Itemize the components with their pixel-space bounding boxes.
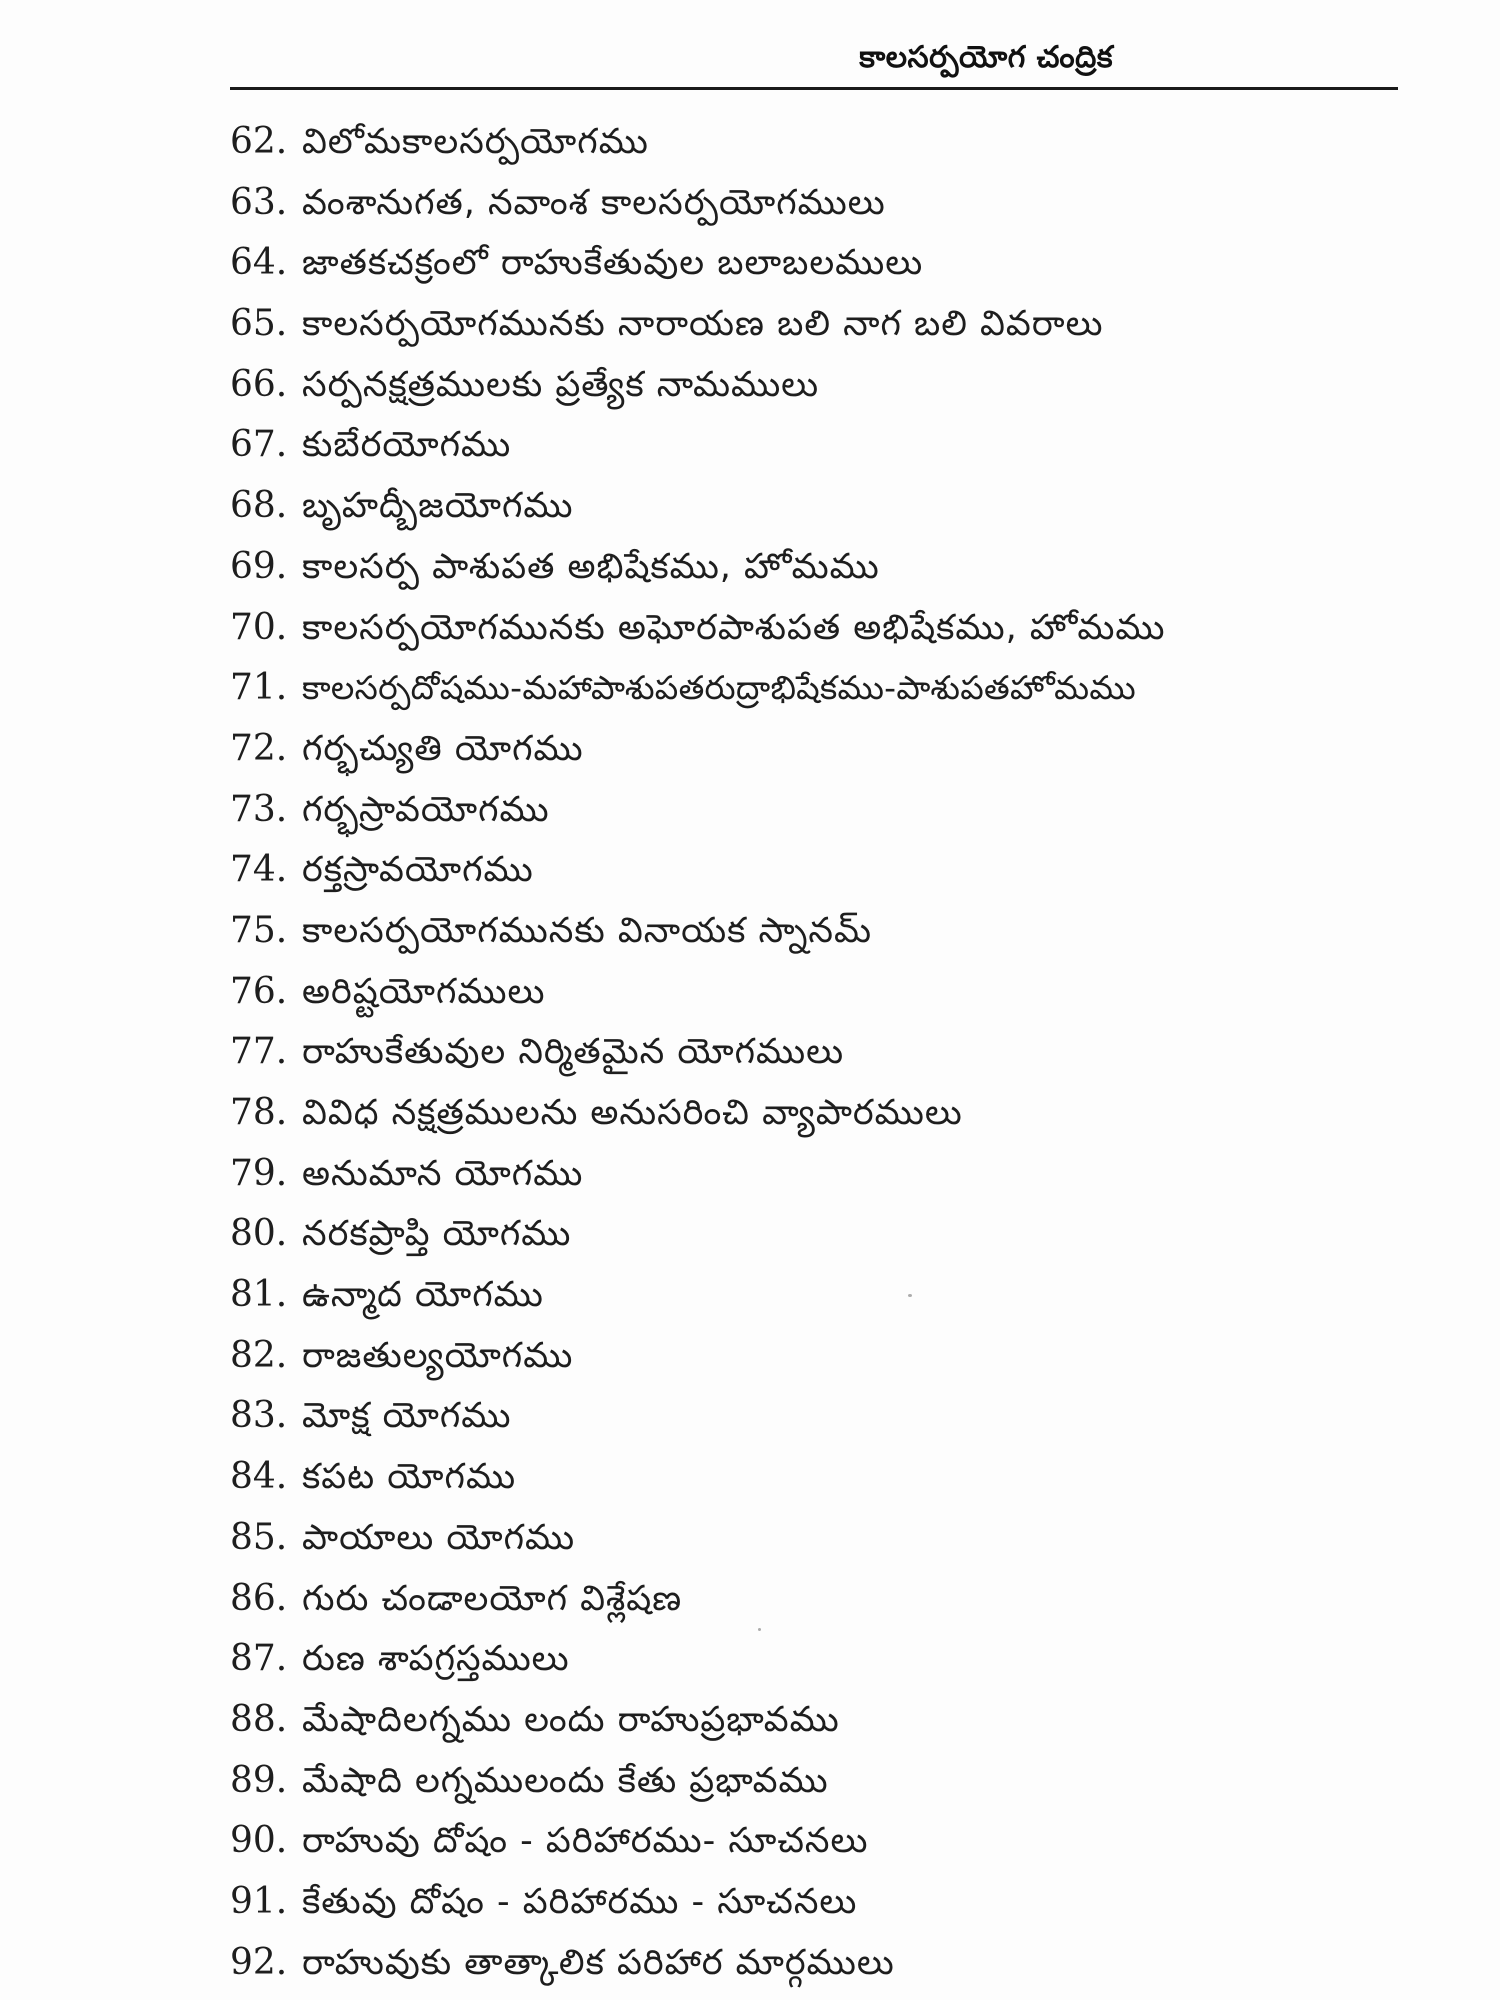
contents-entry xyxy=(230,1022,1390,1083)
entry-title: రాహుకేతువుల నిర్మితమైన యోగములు xyxy=(302,1032,845,1073)
entry-title: రాహువుకు తాత్కాలిక పరిహార మార్గములు xyxy=(302,1942,895,1983)
entry-title: కుబేరయోగము xyxy=(302,425,512,466)
contents-entry xyxy=(230,1447,1390,1508)
contents-entry xyxy=(230,1204,1390,1265)
contents-entry xyxy=(230,294,1390,355)
entry-number: 87. xyxy=(230,1638,288,1680)
entry-title: బృహద్బీజయోగము xyxy=(302,486,574,527)
entry-title: పాయాలు యోగము xyxy=(302,1517,576,1558)
entry-title: రక్తస్రావయోగము xyxy=(302,850,534,891)
entry-number: 80. xyxy=(230,1213,288,1255)
entry-title: వంశానుగత, నవాంశ కాలసర్పయోగములు xyxy=(302,182,886,223)
contents-entry xyxy=(230,719,1390,780)
contents-entry xyxy=(230,355,1390,416)
entry-number: 89. xyxy=(230,1759,288,1801)
entry-title: నరకప్రాప్తి యోగము xyxy=(302,1214,572,1255)
contents-entry xyxy=(230,780,1390,841)
contents-entry xyxy=(230,1144,1390,1205)
contents-entry xyxy=(230,1933,1390,1994)
contents-entry xyxy=(230,1265,1390,1326)
entry-title: మేషాది లగ్నములందు కేతు ప్రభావము xyxy=(302,1760,829,1801)
entry-number: 77. xyxy=(230,1031,288,1073)
contents-entry xyxy=(230,962,1390,1023)
entry-number: 85. xyxy=(230,1516,288,1558)
entry-title: సర్పనక్షత్రములకు ప్రత్యేక నామములు xyxy=(302,364,820,405)
contents-entry xyxy=(230,112,1390,173)
contents-entry xyxy=(230,476,1390,537)
entry-number: 84. xyxy=(230,1456,288,1498)
entry-title: జాతకచక్రంలో రాహుకేతువుల బలాబలములు xyxy=(302,243,924,284)
entry-number: 78. xyxy=(230,1092,288,1133)
contents-entry xyxy=(230,598,1390,659)
entry-number: 62. xyxy=(230,121,288,162)
contents-entry xyxy=(230,537,1390,598)
entry-number: 79. xyxy=(230,1152,288,1194)
entry-title: రాహువు దోషం - పరిహారము- సూచనలు xyxy=(302,1821,869,1862)
contents-entry xyxy=(230,1751,1390,1812)
entry-title: రుణ శాపగ్రస్తములు xyxy=(302,1639,570,1680)
contents-entry xyxy=(230,1508,1390,1569)
entry-title: కాలసర్పదోషము-మహాపాశుపతరుద్రాభిషేకము-పాశుపతహోమము xyxy=(302,668,1137,708)
entry-number: 69. xyxy=(230,545,288,587)
book-title: కాలసర్పయోగ చంద్రిక xyxy=(859,40,1113,75)
entry-title: మోక్ష యోగము xyxy=(302,1396,512,1437)
entry-title: గర్భచ్యుతి యోగము xyxy=(302,728,584,769)
entry-number: 82. xyxy=(230,1334,288,1376)
entry-number: 66. xyxy=(230,363,288,405)
entry-title: కేతువు దోషం - పరిహారము - సూచనలు xyxy=(302,1881,858,1922)
contents-entry xyxy=(230,901,1390,962)
entry-title: రాజతుల్యయోగము xyxy=(302,1335,574,1376)
contents-entry xyxy=(230,1872,1390,1933)
contents-list xyxy=(230,112,1390,1993)
entry-number: 71. xyxy=(230,667,288,709)
entry-title: కాలసర్ప పాశుపత అభిషేకము, హోమము xyxy=(302,546,880,587)
entry-number: 73. xyxy=(230,788,288,830)
entry-number: 92. xyxy=(230,1941,288,1983)
entry-title: కాలసర్పయోగమునకు అఘోరపాశుపత అభిషేకము, హోమము xyxy=(302,607,1166,648)
entry-title: గర్భస్రావయోగము xyxy=(302,789,550,830)
entry-number: 64. xyxy=(230,242,288,284)
ink-speck xyxy=(908,1294,912,1297)
entry-number: 70. xyxy=(230,606,288,648)
entry-title: విలోమకాలసర్పయోగము xyxy=(302,122,649,162)
entry-number: 83. xyxy=(230,1395,288,1437)
entry-title: అనుమాన యోగము xyxy=(302,1153,584,1194)
entry-title: మేషాదిలగ్నము లందు రాహుప్రభావము xyxy=(302,1699,840,1740)
entry-number: 91. xyxy=(230,1880,288,1922)
contents-entry xyxy=(230,1386,1390,1447)
contents-entry xyxy=(230,1690,1390,1751)
entry-number: 65. xyxy=(230,303,288,345)
entry-number: 75. xyxy=(230,909,288,951)
ink-speck xyxy=(758,1628,761,1631)
contents-entry xyxy=(230,1811,1390,1872)
entry-number: 90. xyxy=(230,1820,288,1862)
entry-title: గురు చండాలయోగ విశ్లేషణ xyxy=(302,1578,683,1619)
contents-entry xyxy=(230,1326,1390,1387)
contents-entry xyxy=(230,1083,1390,1144)
contents-entry xyxy=(230,658,1390,719)
entry-number: 86. xyxy=(230,1577,288,1619)
entry-number: 88. xyxy=(230,1698,288,1740)
entry-number: 72. xyxy=(230,727,288,769)
contents-entry xyxy=(230,233,1390,294)
entry-number: 74. xyxy=(230,849,288,891)
entry-title: కాలసర్పయోగమునకు నారాయణ బలి నాగ బలి వివరాలు xyxy=(302,304,1104,345)
entry-title: కపట యోగము xyxy=(302,1457,517,1498)
entry-title: అరిష్టయోగములు xyxy=(302,971,546,1012)
header-rule xyxy=(230,87,1398,90)
entry-number: 67. xyxy=(230,424,288,466)
entry-title: కాలసర్పయోగమునకు వినాయక స్నానమ్ xyxy=(302,910,873,951)
entry-title: ఉన్మాద యోగము xyxy=(302,1275,544,1316)
entry-title: వివిధ నక్షత్రములను అనుసరించి వ్యాపారములు xyxy=(302,1093,963,1133)
entry-number: 63. xyxy=(230,181,288,223)
entry-number: 76. xyxy=(230,970,288,1012)
contents-entry xyxy=(230,1629,1390,1690)
contents-entry xyxy=(230,173,1390,234)
running-header xyxy=(230,36,1398,82)
entry-number: 68. xyxy=(230,485,288,527)
entry-number: 81. xyxy=(230,1274,288,1316)
contents-entry xyxy=(230,840,1390,901)
contents-entry xyxy=(230,1569,1390,1630)
contents-entry xyxy=(230,415,1390,476)
